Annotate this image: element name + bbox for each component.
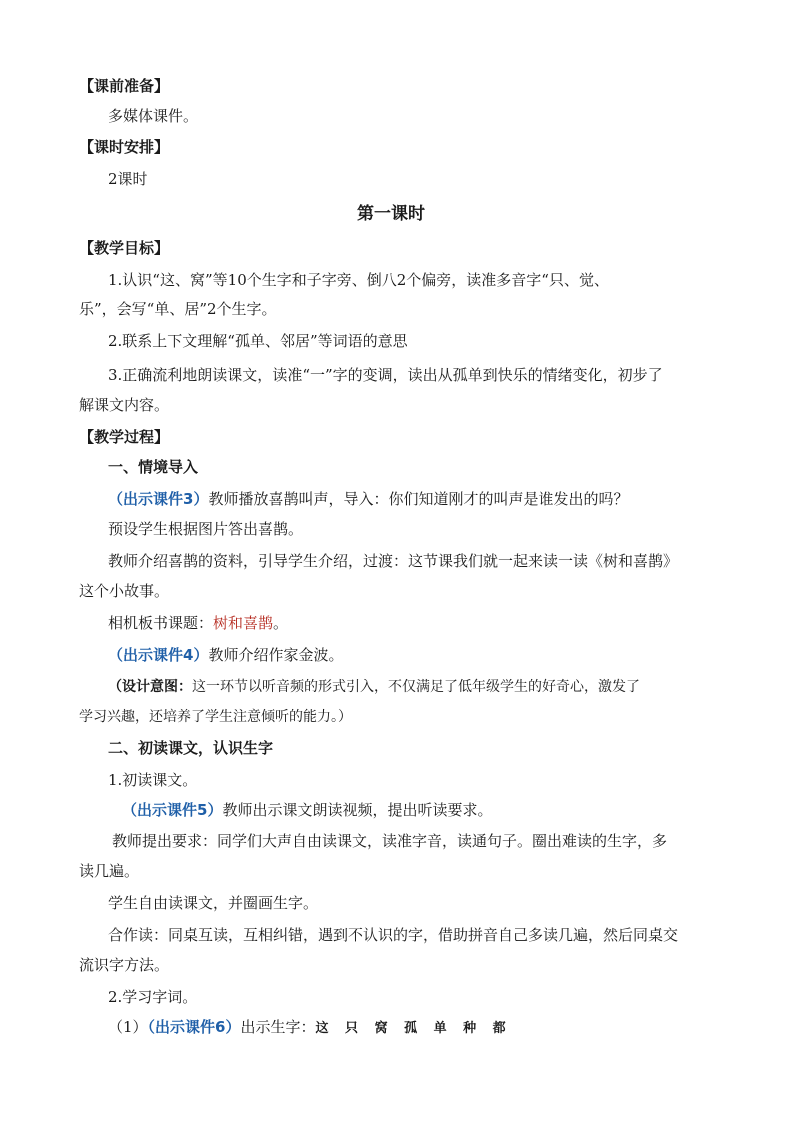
step-2: 2.学习字词。 xyxy=(108,988,198,1006)
prep-text: 多媒体课件。 xyxy=(108,107,199,125)
require-line-2: 读几遍。 xyxy=(79,862,140,880)
new-characters: 这 只 窝 孤 单 种 都 xyxy=(315,1021,512,1036)
design-line-1 xyxy=(108,676,640,698)
board-paragraph xyxy=(108,612,288,634)
predict-text: 预设学生根据图片答出喜鹊。 xyxy=(108,520,304,538)
sub-1-num: （1） xyxy=(108,1018,148,1036)
intro-line-1: 教师介绍喜鹊的资料，引导学生介绍，过渡：这节课我们就一起来读一读《树和喜鹊》 xyxy=(108,552,679,570)
show-4-tag: （出示课件4） xyxy=(108,646,209,664)
show-3-text: 教师播放喜鹊叫声，导入：你们知道刚才的叫声是谁发出的吗？ xyxy=(208,490,629,508)
show-5-tag: （出示课件5） xyxy=(122,801,223,819)
schedule-text: 2课时 xyxy=(108,170,148,188)
board-title: 树和喜鹊 xyxy=(213,614,274,632)
show-6-tag: （出示课件6） xyxy=(147,1018,241,1036)
intro-line-2: 这个小故事。 xyxy=(79,582,170,600)
show-4-paragraph xyxy=(108,644,343,666)
goal-1-line-2: 乐”，会写“单、居”2个生字。 xyxy=(79,300,277,318)
goal-3-line-1: 3.正确流利地朗读课文，读准“一”字的变调，读出从孤单到快乐的情绪变化，初步了 xyxy=(108,366,663,384)
lesson-title: 第一课时 xyxy=(357,204,425,224)
goal-3-line-2: 解课文内容。 xyxy=(79,396,170,414)
show-4-text: 教师介绍作家金波。 xyxy=(208,646,344,664)
board-label: 相机板书课题： xyxy=(108,614,214,632)
schedule-heading: 【课时安排】 xyxy=(79,138,170,156)
part-2-heading: 二、初读课文，认识生字 xyxy=(108,739,274,757)
coop-line-2: 流识字方法。 xyxy=(79,956,170,974)
goal-2: 2.联系上下文理解“孤单、邻居”等词语的意思 xyxy=(108,332,408,350)
design-text-1: 这一环节以听音频的形式引入，不仅满足了低年级学生的好奇心，激发了 xyxy=(192,679,640,695)
show-3-paragraph xyxy=(108,488,628,510)
prep-heading: 【课前准备】 xyxy=(79,77,170,95)
show-5-paragraph xyxy=(122,799,492,821)
show-5-text: 教师出示课文朗读视频，提出听读要求。 xyxy=(222,801,493,819)
sub-1-paragraph xyxy=(108,1016,512,1040)
process-heading: 【教学过程】 xyxy=(79,428,170,446)
board-end: 。 xyxy=(273,614,289,632)
coop-line-1: 合作读：同桌互读，互相纠错，遇到不认识的字，借助拼音自己多读几遍，然后同桌交 xyxy=(108,926,679,944)
show-3-tag: （出示课件3） xyxy=(108,490,209,508)
design-label: （设计意图： xyxy=(108,679,192,695)
design-line-2: 学习兴趣，还培养了学生注意倾听的能力。） xyxy=(79,709,352,725)
step-1: 1.初读课文。 xyxy=(108,771,198,789)
self-read: 学生自由读课文，并圈画生字。 xyxy=(108,894,319,912)
goal-1-line-1: 1.认识“这、窝”等10个生字和子字旁、倒八2个偏旁，读准多音字“只、觉、 xyxy=(108,271,609,289)
goals-heading: 【教学目标】 xyxy=(79,239,170,257)
part-1-heading: 一、情境导入 xyxy=(108,458,199,476)
show-6-text: 出示生字： xyxy=(240,1018,316,1036)
require-line-1: 教师提出要求：同学们大声自由读课文，读准字音，读通句子。圈出难读的生字，多 xyxy=(112,832,668,850)
